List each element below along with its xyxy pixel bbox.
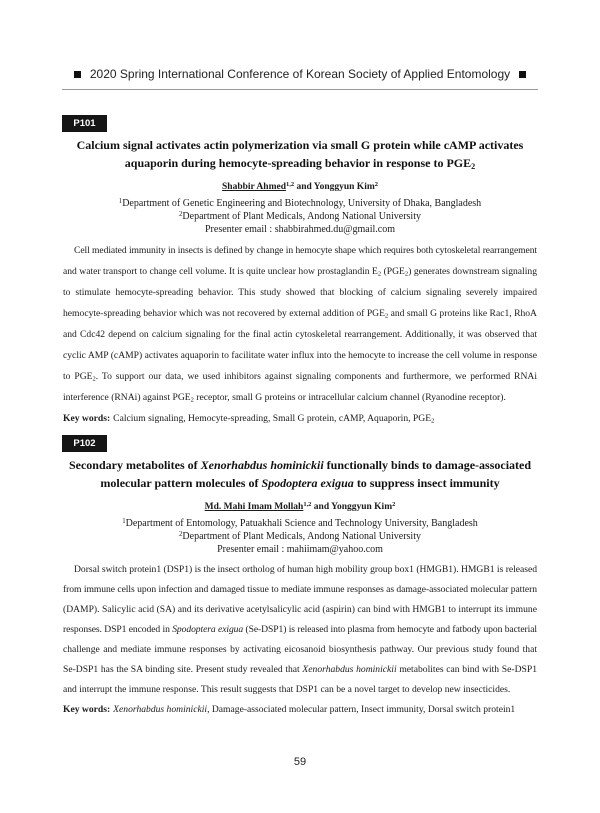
text-run: Presenter email : shabbirahmed.du@gmail.com [205,224,395,235]
abstract-title [63,136,537,172]
keywords-line [63,700,537,720]
affiliation-list [63,517,537,556]
italic-species-name: Xenorhabdus hominickii [113,704,208,715]
running-header [0,66,600,82]
affiliation-marker: 1 [122,517,126,525]
text-run: from immune cells upon infection and damaged tissue to mediate immune responses as damage-associated molecular pattern [63,584,537,595]
text-run: and Yonggyun Kim [311,502,393,512]
italic-species-name: Spodoptera exigua [172,624,244,635]
body-text-line [63,680,537,700]
page-number: 59 [293,756,307,768]
affiliation-line [63,210,537,223]
text-run: molecular pattern molecules of [100,476,262,490]
title-line [63,474,537,492]
text-run: (PGE [381,266,405,277]
affiliation-marker: 2 [179,530,183,538]
abstract-body [63,560,537,700]
text-run: Department of Genetic Engineering and Biotechnology, University of Dhaka, Bangladesh [122,198,482,209]
author-list [63,500,537,514]
text-run: cyclic AMP (cAMP) activates aquaporin to facilitate water influx into the hemocyte to increase the cell volume in response [63,350,537,361]
affiliation-marker: 1,2 [285,181,295,189]
affiliation-line [63,530,537,543]
header-divider [62,89,538,90]
text-run: to PGE [63,371,93,382]
subscript: 2 [92,375,96,383]
text-run: metabolites can bind with Se-DSP1 [396,664,537,675]
text-run: Cell mediated immunity in insects is defined by change in hemocyte shape which requires both cytoskeletal rearrangement [74,245,537,256]
body-text-line [63,261,537,282]
author-list [63,180,537,194]
title-line [63,456,537,474]
abstract-id-badge: P101 [62,115,107,132]
affiliation-line [63,197,537,210]
text-run: Se-DSP1 has the SA binding site. Present study revealed that [63,664,303,675]
text-run: Dorsal switch protein1 (DSP1) is the insect ortholog of human high mobility group box1 (HMGB1). HMGB1 is released [74,564,537,575]
text-run: and small G proteins like Rac1, RhoA [388,308,537,319]
subscript: 2 [431,417,435,425]
text-run: Presenter email : mahiimam@yahoo.com [217,544,383,555]
text-run: Department of Plant Medicals, Andong National University [182,531,421,542]
text-run: ) generates downstream signaling [408,266,537,277]
body-text-line [63,660,537,680]
text-run: . To support our data, we used inhibitors against signaling components and furthermore, we performed RNAi [95,371,537,382]
body-text-line [63,620,537,640]
affiliation-marker: 1 [118,197,123,205]
italic-species-name: Xenorhabdus hominickii [302,664,397,675]
text-run: receptor, small G proteins or intracellular calcium channel (Ryanodine receptor). [193,392,506,403]
keywords-line [63,408,537,429]
body-text-line [63,580,537,600]
text-run: aquaporin during hemocyte-spreading behavior in response to PGE [124,156,472,170]
affiliation-list [63,197,537,236]
text-run: (DAMP). Salicylic acid (SA) and its derivative acetylsalicylic acid (aspirin) can bind with HMGB1 to interrupt its immune [63,604,537,615]
affiliation-marker: 1,2 [303,501,312,509]
text-run: Calcium signal activates actin polymerization via small G protein while cAMP activates [76,138,524,152]
body-text-line [63,240,537,261]
body-text-line [63,560,537,580]
keywords-label: Key words: [63,704,111,715]
affiliation-line [63,223,537,236]
text-run: and water transport to change cell volume. It is quite unclear how prostaglandin E [63,266,378,277]
italic-species-name: Xenorhabdus hominickii [200,458,324,472]
text-run: Department of Entomology, Patuakhali Science and Technology University, Bangladesh [125,518,478,529]
presenting-author-name: Md. Mahi Imam Mollah [204,502,304,512]
text-run: functionally binds to damage-associated [323,458,532,472]
subscript: 2 [384,312,389,320]
body-text-line [63,324,537,345]
abstract-title [63,456,537,492]
subscript: 2 [377,270,382,278]
presenting-author-name: Shabbir Ahmed [222,182,286,192]
text-run: to suppress insect immunity [353,476,500,490]
abstract-p102 [63,435,537,720]
affiliation-marker: 2 [374,181,378,189]
subscript: 2 [190,396,194,404]
text-run: responses. DSP1 encoded in [63,624,173,635]
abstract-id-badge: P102 [62,435,107,452]
text-run: interference (RNAi) against PGE [63,392,191,403]
text-run: hemocyte-spreading behavior which was not recovered by external addition of PGE [63,308,385,319]
text-run: challenge and mediate immune responses by activating eicosanoid biosynthesis pathway. Our previous study found that [63,644,537,655]
affiliation-marker: 2 [179,210,183,218]
italic-species-name: Spodoptera exigua [261,476,354,490]
text-run: , Damage-associated molecular pattern, Insect immunity, Dorsal switch protein1 [207,704,516,715]
abstract-body [63,240,537,408]
body-text-line [63,600,537,620]
subscript: 2 [471,162,476,172]
text-run: and interrupt the immune response. This result suggests that DSP1 can be a novel target to develop new insecticides. [63,684,511,695]
text-run: Department of Plant Medicals, Andong National University [182,211,421,222]
body-text-line [63,303,537,324]
text-run: and Cdc42 depend on calcium signaling for the final actin cytoskeletal rearrangement. Additionally, it was observed that [63,329,537,340]
title-line [63,154,537,172]
title-line [63,136,537,154]
keywords-text [113,704,515,715]
affiliation-marker: 2 [392,501,396,509]
text-run: to stimulate hemocyte-spreading behavior. This study showed that blocking of calcium signaling severely impaired [63,287,537,298]
text-run: (Se-DSP1) is released into plasma from hemocyte and fatbody upon bacterial [243,624,537,635]
square-bullet-icon [519,71,526,78]
text-run: Secondary metabolites of [68,458,201,472]
body-text-line [63,345,537,366]
affiliation-line [63,517,537,530]
subscript: 2 [404,270,409,278]
keywords-text [113,413,434,424]
body-text-line [63,366,537,387]
text-run: Calcium signaling, Hemocyte-spreading, Small G protein, cAMP, Aquaporin, PGE [113,413,432,424]
affiliation-line [63,543,537,556]
conference-title: 2020 Spring International Conference of Korean Society of Applied Entomology [89,67,511,81]
text-run: and Yonggyun Kim [294,182,375,192]
square-bullet-icon [74,71,81,78]
body-text-line [63,387,537,408]
keywords-label: Key words: [63,413,111,424]
body-text-line [63,640,537,660]
body-text-line [63,282,537,303]
abstract-p101 [63,115,537,429]
